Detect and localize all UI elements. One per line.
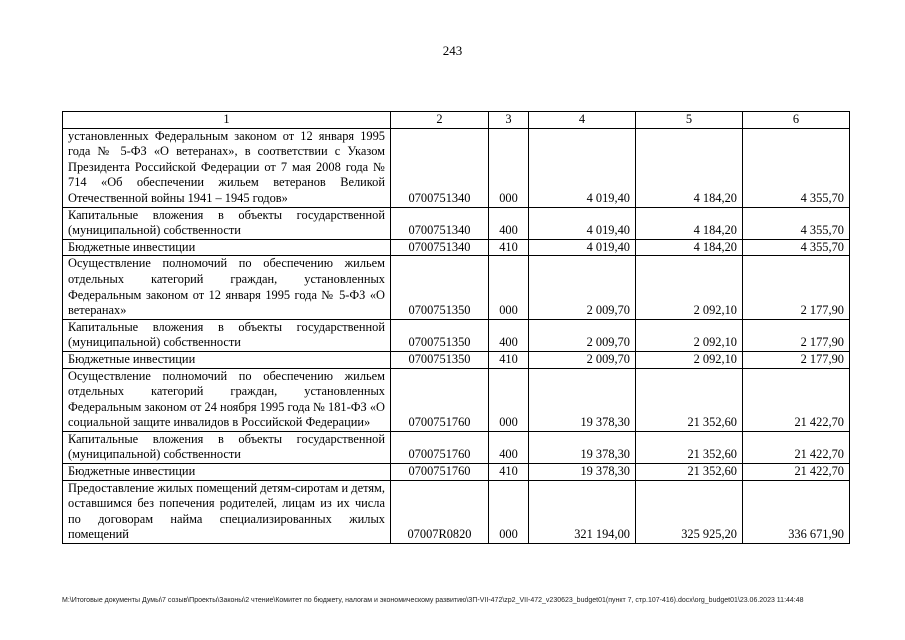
amount-cell: 19 378,30	[529, 431, 636, 463]
amount-cell: 325 925,20	[636, 480, 743, 543]
column-number: 6	[743, 112, 850, 129]
column-number: 3	[489, 112, 529, 129]
amount-cell: 4 019,40	[529, 207, 636, 239]
amount-cell: 4 019,40	[529, 128, 636, 207]
target-code-cell: 0700751760	[391, 464, 489, 481]
table-row	[63, 319, 850, 351]
amount-cell: 2 092,10	[636, 319, 743, 351]
column-number-row	[63, 112, 850, 129]
expense-type-cell: 000	[489, 368, 529, 431]
expense-type-cell: 410	[489, 351, 529, 368]
document-path-footer: М:\Итоговые документы Думы\7 созыв\Проекты\Законы\2 чтение\Комитет по бюджету, налогам и экономическому развитию\ЗП-VII-472\zp2_VII-472_v230623_budget01(пункт 7, стр.107-416).docx\org_budget01\23.06.2023 11:44:48	[62, 597, 804, 604]
row-name-cell: Капитальные вложения в объекты государственной (муниципальной) собственности	[63, 431, 391, 463]
amount-cell: 21 352,60	[636, 431, 743, 463]
amount-cell: 4 184,20	[636, 239, 743, 256]
expense-type-cell: 400	[489, 431, 529, 463]
column-number: 2	[391, 112, 489, 129]
amount-cell: 19 378,30	[529, 464, 636, 481]
amount-cell: 4 355,70	[743, 239, 850, 256]
expense-type-cell: 410	[489, 464, 529, 481]
row-name-cell: Капитальные вложения в объекты государственной (муниципальной) собственности	[63, 319, 391, 351]
row-name-cell: Осуществление полномочий по обеспечению жильем отдельных категорий граждан, установленных Федеральным законом от 12 января 1995 года № 5-ФЗ «О ветеранах»	[63, 256, 391, 319]
amount-cell: 2 092,10	[636, 351, 743, 368]
amount-cell: 2 092,10	[636, 256, 743, 319]
target-code-cell: 0700751350	[391, 256, 489, 319]
budget-table	[62, 111, 850, 544]
amount-cell: 4 184,20	[636, 207, 743, 239]
table-row	[63, 128, 850, 207]
table-row	[63, 207, 850, 239]
target-code-cell: 0700751340	[391, 128, 489, 207]
column-number: 4	[529, 112, 636, 129]
expense-type-cell: 410	[489, 239, 529, 256]
target-code-cell: 0700751760	[391, 431, 489, 463]
column-number: 1	[63, 112, 391, 129]
amount-cell: 4 019,40	[529, 239, 636, 256]
amount-cell: 336 671,90	[743, 480, 850, 543]
amount-cell: 19 378,30	[529, 368, 636, 431]
target-code-cell: 0700751350	[391, 351, 489, 368]
row-name-cell: Бюджетные инвестиции	[63, 351, 391, 368]
amount-cell: 2 009,70	[529, 319, 636, 351]
target-code-cell: 0700751350	[391, 319, 489, 351]
amount-cell: 2 177,90	[743, 256, 850, 319]
amount-cell: 21 422,70	[743, 431, 850, 463]
table-row	[63, 480, 850, 543]
row-name-cell: Бюджетные инвестиции	[63, 464, 391, 481]
column-number: 5	[636, 112, 743, 129]
table-row	[63, 464, 850, 481]
amount-cell: 2 009,70	[529, 351, 636, 368]
amount-cell: 2 009,70	[529, 256, 636, 319]
row-name-cell: Осуществление полномочий по обеспечению жильем отдельных категорий граждан, установленных Федеральным законом от 24 ноября 1995 года № 181-ФЗ «О социальной защите инвалидов в Российской Федерации»	[63, 368, 391, 431]
table-body	[63, 112, 850, 544]
amount-cell: 2 177,90	[743, 319, 850, 351]
amount-cell: 2 177,90	[743, 351, 850, 368]
page-number: 243	[442, 43, 463, 58]
row-name-cell: Бюджетные инвестиции	[63, 239, 391, 256]
row-name-cell: Предоставление жилых помещений детям-сиротам и детям, оставшимся без попечения родителей, лицам из их числа по договорам найма специализированных жилых помещений	[63, 480, 391, 543]
table-row	[63, 351, 850, 368]
row-name-cell: Капитальные вложения в объекты государственной (муниципальной) собственности	[63, 207, 391, 239]
table-row	[63, 256, 850, 319]
table-row	[63, 368, 850, 431]
amount-cell: 4 355,70	[743, 128, 850, 207]
amount-cell: 321 194,00	[529, 480, 636, 543]
expense-type-cell: 400	[489, 319, 529, 351]
row-name-cell: установленных Федеральным законом от 12 января 1995 года № 5-ФЗ «О ветеранах», в соответствии с Указом Президента Российской Федерации от 7 мая 2008 года № 714 «Об обеспечении жильем ветеранов Великой Отечественной войны 1941 – 1945 годов»	[63, 128, 391, 207]
target-code-cell: 0700751760	[391, 368, 489, 431]
expense-type-cell: 000	[489, 256, 529, 319]
amount-cell: 4 355,70	[743, 207, 850, 239]
table-row	[63, 239, 850, 256]
target-code-cell: 07007R0820	[391, 480, 489, 543]
table-row	[63, 431, 850, 463]
expense-type-cell: 000	[489, 480, 529, 543]
amount-cell: 21 422,70	[743, 368, 850, 431]
amount-cell: 21 352,60	[636, 368, 743, 431]
amount-cell: 21 422,70	[743, 464, 850, 481]
amount-cell: 21 352,60	[636, 464, 743, 481]
expense-type-cell: 400	[489, 207, 529, 239]
target-code-cell: 0700751340	[391, 239, 489, 256]
amount-cell: 4 184,20	[636, 128, 743, 207]
expense-type-cell: 000	[489, 128, 529, 207]
target-code-cell: 0700751340	[391, 207, 489, 239]
